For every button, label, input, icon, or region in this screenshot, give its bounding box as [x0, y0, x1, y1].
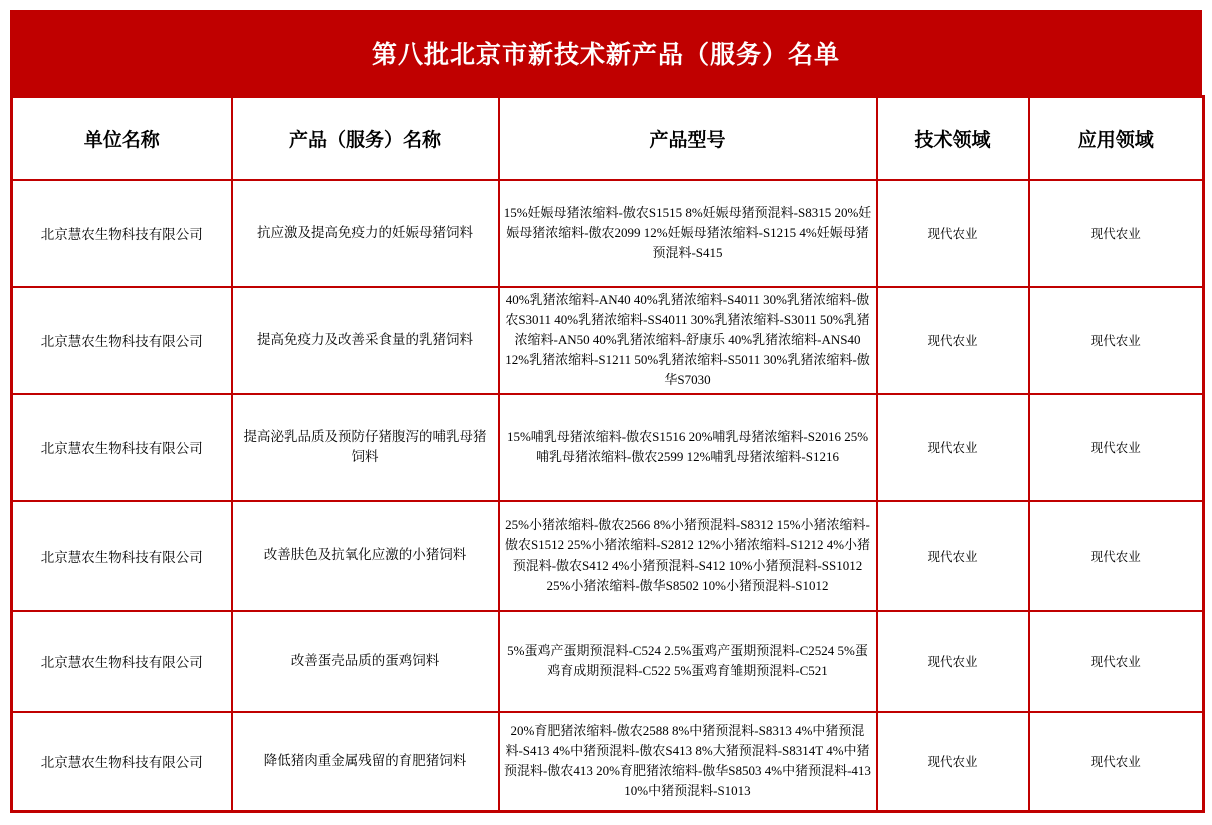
table-row	[12, 712, 1204, 812]
header-application: 应用领域	[1029, 97, 1204, 180]
cell-company: 北京慧农生物科技有限公司	[12, 611, 232, 712]
table-row	[12, 287, 1204, 394]
cell-tech: 现代农业	[877, 611, 1029, 712]
header-product: 产品（服务）名称	[232, 97, 499, 180]
cell-model: 40%乳猪浓缩料-AN40 40%乳猪浓缩料-S4011 30%乳猪浓缩料-傲农S3011 40%乳猪浓缩料-SS4011 30%乳猪浓缩料-S3011 50%乳猪浓缩料-AN50 40%乳猪浓缩料-舒康乐 40%乳猪浓缩料-ANS40 12%乳猪浓缩料-S1211 50%乳猪浓缩料-S5011 30%乳猪浓缩料-傲华S7030	[499, 287, 877, 394]
cell-application: 现代农业	[1029, 501, 1204, 611]
cell-company: 北京慧农生物科技有限公司	[12, 394, 232, 501]
cell-tech: 现代农业	[877, 501, 1029, 611]
cell-model: 15%哺乳母猪浓缩料-傲农S1516 20%哺乳母猪浓缩料-S2016 25%哺乳母猪浓缩料-傲农2599 12%哺乳母猪浓缩料-S1216	[499, 394, 877, 501]
header-company: 单位名称	[12, 97, 232, 180]
cell-application: 现代农业	[1029, 712, 1204, 812]
cell-tech: 现代农业	[877, 287, 1029, 394]
cell-product: 提高泌乳品质及预防仔猪腹泻的哺乳母猪饲料	[232, 394, 499, 501]
cell-model: 25%小猪浓缩料-傲农2566 8%小猪预混料-S8312 15%小猪浓缩料-傲农S1512 25%小猪浓缩料-S2812 12%小猪浓缩料-S1212 4%小猪预混料-傲农S412 4%小猪预混料-S412 10%小猪预混料-SS1012 25%小猪浓缩料-傲华S8502 10%小猪预混料-S1012	[499, 501, 877, 611]
title-banner	[10, 10, 1202, 95]
table-row	[12, 394, 1204, 501]
cell-company: 北京慧农生物科技有限公司	[12, 180, 232, 287]
table-row	[12, 611, 1204, 712]
cell-tech: 现代农业	[877, 180, 1029, 287]
cell-company: 北京慧农生物科技有限公司	[12, 287, 232, 394]
cell-application: 现代农业	[1029, 611, 1204, 712]
cell-product: 改善蛋壳品质的蛋鸡饲料	[232, 611, 499, 712]
cell-model: 5%蛋鸡产蛋期预混料-C524 2.5%蛋鸡产蛋期预混料-C2524 5%蛋鸡育成期预混料-C522 5%蛋鸡育雏期预混料-C521	[499, 611, 877, 712]
cell-application: 现代农业	[1029, 180, 1204, 287]
cell-company: 北京慧农生物科技有限公司	[12, 712, 232, 812]
cell-application: 现代农业	[1029, 287, 1204, 394]
header-model: 产品型号	[499, 97, 877, 180]
cell-tech: 现代农业	[877, 394, 1029, 501]
cell-company: 北京慧农生物科技有限公司	[12, 501, 232, 611]
cell-tech: 现代农业	[877, 712, 1029, 812]
cell-product: 改善肤色及抗氧化应激的小猪饲料	[232, 501, 499, 611]
table-header-row	[12, 97, 1204, 180]
header-tech: 技术领域	[877, 97, 1029, 180]
table-row	[12, 180, 1204, 287]
cell-model: 20%育肥猪浓缩料-傲农2588 8%中猪预混料-S8313 4%中猪预混料-S413 4%中猪预混料-傲农S413 8%大猪预混料-S8314T 4%中猪预混料-傲农413 20%育肥猪浓缩料-傲华S8503 4%中猪预混料-413 10%中猪预混料-S1013	[499, 712, 877, 812]
cell-model: 15%妊娠母猪浓缩料-傲农S1515 8%妊娠母猪预混料-S8315 20%妊娠母猪浓缩料-傲农2099 12%妊娠母猪浓缩料-S1215 4%妊娠母猪预混料-S415	[499, 180, 877, 287]
cell-application: 现代农业	[1029, 394, 1204, 501]
products-table	[10, 95, 1205, 813]
page-title: 第八批北京市新技术新产品（服务）名单	[371, 41, 840, 69]
cell-product: 抗应激及提高免疫力的妊娠母猪饲料	[232, 180, 499, 287]
table-row	[12, 501, 1204, 611]
cell-product: 降低猪肉重金属残留的育肥猪饲料	[232, 712, 499, 812]
cell-product: 提高免疫力及改善采食量的乳猪饲料	[232, 287, 499, 394]
